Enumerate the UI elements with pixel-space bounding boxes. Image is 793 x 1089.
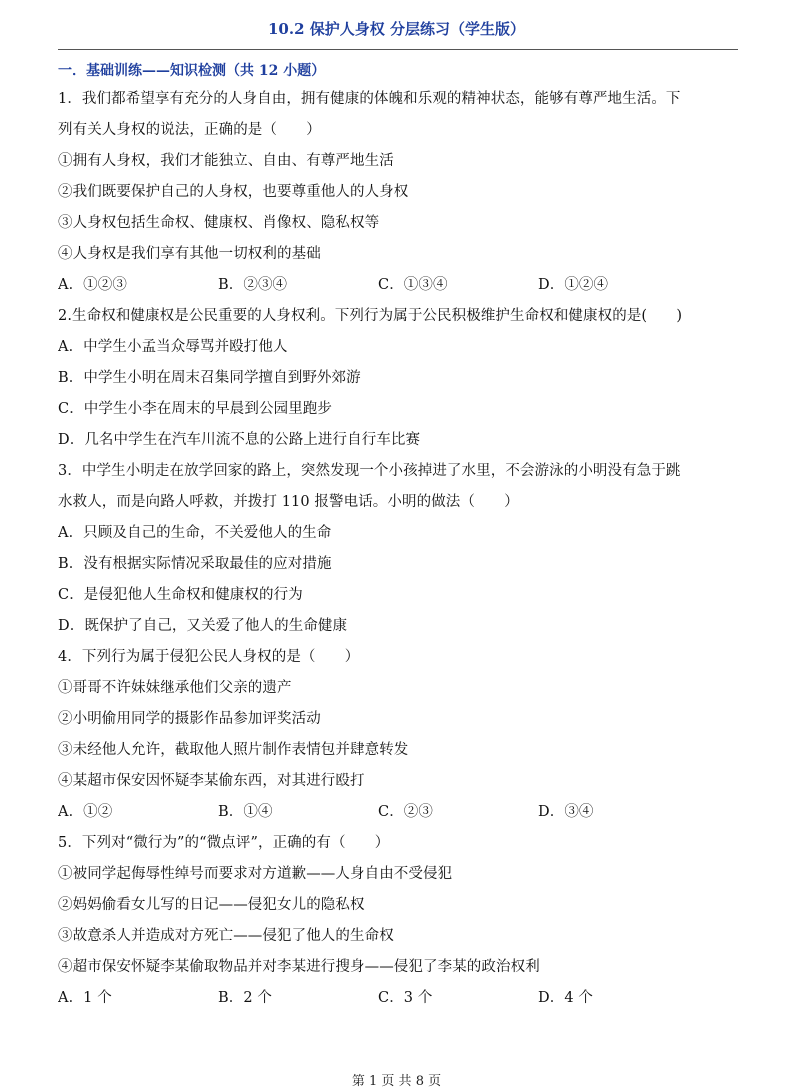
choice-c: C．中学生小李在周末的早晨到公园里跑步 bbox=[58, 401, 332, 417]
option-c: C．②③ bbox=[378, 804, 433, 820]
section-heading: 一．基础训练——知识检测（共 12 小题） bbox=[58, 63, 326, 79]
question-5 bbox=[58, 833, 740, 1019]
question-stem-line: 2.生命权和健康权是公民重要的人身权利。下列行为属于公民积极维护生命权和健康权的是( ) bbox=[58, 308, 683, 324]
page-number: 第 1 页 共 8 页 bbox=[351, 1074, 442, 1089]
statement-item: ③人身权包括生命权、健康权、肖像权、隐私权等 bbox=[58, 215, 380, 231]
page-title: 10.2 保护人身权 分层练习（学生版） bbox=[268, 20, 525, 38]
choice-b: B．中学生小明在周末召集同学擅自到野外郊游 bbox=[58, 370, 361, 386]
option-d: D．①②④ bbox=[538, 277, 609, 293]
choice-d: D．既保护了自己，又关爱了他人的生命健康 bbox=[58, 618, 348, 634]
question-1 bbox=[58, 89, 740, 306]
question-stem-line: 水救人，而是向路人呼救，并拨打 110 报警电话。小明的做法（ ） bbox=[58, 494, 519, 510]
choice-a: A．中学生小孟当众辱骂并殴打他人 bbox=[58, 339, 288, 355]
statement-item: ③未经他人允许，截取他人照片制作表情包并肆意转发 bbox=[58, 742, 409, 758]
option-a: A．①② bbox=[58, 804, 113, 820]
choice-a: A．只顾及自己的生命，不关爱他人的生命 bbox=[58, 525, 332, 541]
option-b: B．①④ bbox=[218, 804, 273, 820]
answer-options bbox=[58, 988, 740, 1019]
choice-c: C．是侵犯他人生命权和健康权的行为 bbox=[58, 587, 303, 603]
statement-item: ④某超市保安因怀疑李某偷东西，对其进行殴打 bbox=[58, 773, 365, 789]
option-b: B．2 个 bbox=[218, 990, 272, 1006]
statement-item: ②小明偷用同学的摄影作品参加评奖活动 bbox=[58, 711, 321, 727]
statement-item: ④人身权是我们享有其他一切权利的基础 bbox=[58, 246, 321, 262]
statement-item: ①哥哥不许妹妹继承他们父亲的遗产 bbox=[58, 680, 292, 696]
statement-item: ①拥有人身权，我们才能独立、自由、有尊严地生活 bbox=[58, 153, 394, 169]
option-c: C．3 个 bbox=[378, 990, 433, 1006]
option-a: A．①②③ bbox=[58, 277, 127, 293]
option-b: B．②③④ bbox=[218, 277, 288, 293]
question-stem-line: 1．我们都希望享有充分的人身自由，拥有健康的体魄和乐观的精神状态，能够有尊严地生活。下 bbox=[58, 91, 681, 107]
question-stem-line: 4．下列行为属于侵犯公民人身权的是（ ） bbox=[58, 649, 360, 665]
statement-item: ③故意杀人并造成对方死亡——侵犯了他人的生命权 bbox=[58, 928, 394, 944]
statement-item: ④超市保安怀疑李某偷取物品并对李某进行搜身——侵犯了李某的政治权利 bbox=[58, 959, 540, 975]
statement-item: ①被同学起侮辱性绰号而要求对方道歉——人身自由不受侵犯 bbox=[58, 866, 453, 882]
answer-options bbox=[58, 275, 740, 306]
option-c: C．①③④ bbox=[378, 277, 448, 293]
statement-item: ②妈妈偷看女儿写的日记——侵犯女儿的隐私权 bbox=[58, 897, 365, 913]
question-list bbox=[58, 89, 740, 1019]
option-a: A．1 个 bbox=[58, 990, 112, 1006]
question-4 bbox=[58, 647, 740, 833]
title-divider bbox=[58, 49, 738, 50]
option-d: D．③④ bbox=[538, 804, 594, 820]
choice-b: B．没有根据实际情况采取最佳的应对措施 bbox=[58, 556, 332, 572]
question-stem-line: 5．下列对“微行为”的“微点评”，正确的有（ ） bbox=[58, 835, 390, 851]
option-d: D．4 个 bbox=[538, 990, 593, 1006]
question-3 bbox=[58, 461, 740, 647]
choice-d: D．几名中学生在汽车川流不息的公路上进行自行车比赛 bbox=[58, 432, 421, 448]
statement-item: ②我们既要保护自己的人身权，也要尊重他人的人身权 bbox=[58, 184, 409, 200]
question-2 bbox=[58, 306, 740, 461]
question-stem-line: 3．中学生小明走在放学回家的路上，突然发现一个小孩掉进了水里，不会游泳的小明没有急于跳 bbox=[58, 463, 681, 479]
question-stem-line: 列有关人身权的说法，正确的是（ ） bbox=[58, 122, 321, 138]
answer-options bbox=[58, 802, 740, 833]
